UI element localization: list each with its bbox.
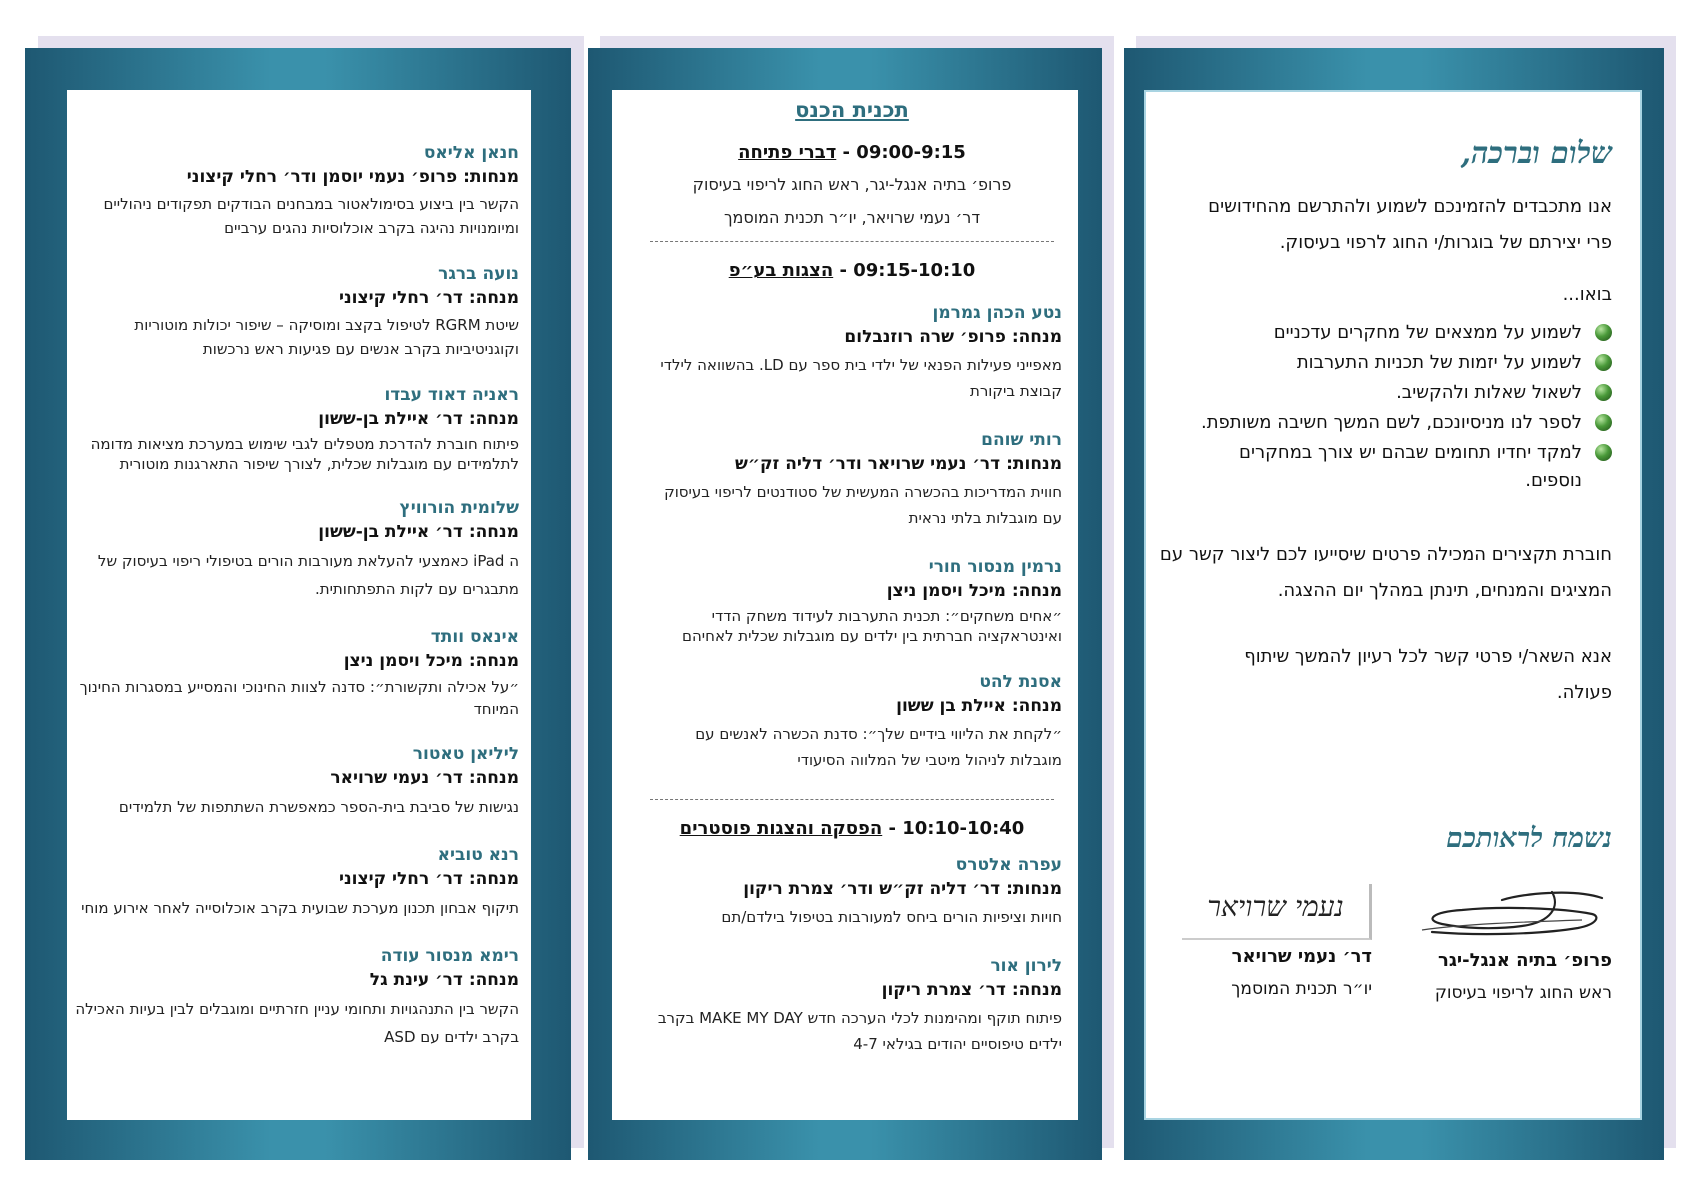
bullet-list (1158, 319, 1612, 495)
presenter-mentor: מנחה: דר׳ עינת גל (369, 970, 519, 990)
presenter-entry (75, 498, 519, 603)
presenter-description: חווית המדריכות בהכשרה המעשית של סטודנטים לריפוי בעיסוק עם מוגבלות בלתי נראית (664, 483, 1062, 527)
presenter-entry (642, 672, 1062, 773)
presenter-name: ליליאן טאטור (412, 744, 519, 764)
bullet-item: לשאול שאלות ולהקשיב. (1186, 379, 1612, 407)
program-title: תכנית הכנס (795, 98, 909, 122)
presenter-description: הקשר בין ביצוע בסימולאטור במבחנים הבודקים תפקודים ניהוליים ומיומנויות נהיגה בקרב אוכלוסיות נהגים ערביים (103, 195, 519, 237)
presenter-name: רנא טוביא (437, 845, 519, 865)
bullet-item: לשמוע על ממצאים של מחקרים עדכניים (1186, 319, 1612, 347)
divider (650, 241, 1054, 242)
presenter-description: ״על אכילה ותקשורת״: סדנה לצוות החינוכי והמסייע במסגרות החינוך המיוחד (79, 678, 519, 718)
presenter-mentor: מנחה: פרופ׳ שרה רוזנבלום (844, 327, 1062, 347)
presenter-description: ״אחים משחקים״: תכנית התערבות לעידוד משחק הדדי ואינטראקציה חברתית בין ילדים עם מוגבלות שכלית לאחיהם (682, 607, 1062, 645)
presenter-name: ראניה דאוד עבדו (384, 385, 519, 405)
presenter-entry (75, 744, 519, 821)
presenter-description: תיקוף אבחון תכנון מערכת שבועית בקרב אוכלוסייה לאחר אירוע מוחי (81, 899, 519, 917)
right-panel (1124, 48, 1664, 1160)
presenter-name: לירון אור (990, 956, 1062, 976)
right-panel-content (1144, 90, 1642, 1120)
presenter-name: שלומית הורוויץ (399, 498, 519, 518)
presenter-entry (642, 430, 1062, 531)
presenter-description: חויות וציפיות הורים ביחס למעורבות בטיפול בילדם/תם (721, 908, 1062, 926)
middle-panel-content (612, 90, 1078, 1120)
presenter-entry (642, 303, 1062, 404)
closing-text: נשמח לראותכם (1446, 823, 1612, 854)
presenter-description: פיתוח תוקף ומהימנות לכלי הערכה חדש MAKE MY DAY בקרב ילדים טיפוסיים יהודים בגילאי 4-7 (657, 1009, 1062, 1053)
presenter-entry (75, 946, 519, 1051)
presenter-description: הקשר בין התנהגויות ותחומי עניין חזרתיים ומוגבלים לבין בעיות האכילה בקרב ילדים עם ASD (75, 1000, 519, 1046)
signatory-name: פרופ׳ בתיה אנגל-יגר (1438, 950, 1612, 971)
signature-block (1402, 884, 1612, 1003)
presenter-mentor: מנחה: מיכל ויסמן ניצן (886, 581, 1062, 601)
left-panel-content (67, 90, 531, 1120)
contact-text: אנא השאר/י פרטי קשר לכל רעיון להמשך שיתוף פעולה. (1244, 646, 1612, 703)
session-time: 10:10-10:40 - (882, 818, 1025, 839)
presenter-mentor: מנחות: פרופ׳ נעמי יוסמן ודר׳ רחלי קיצוני (186, 167, 519, 187)
session-name: הפסקה והצגות פוסטרים (679, 818, 883, 839)
booklet-text: חוברת תקצירים המכילה פרטים שיסייעו לכם ליצור קשר עם המציגים והמנחים, תינתן במהלך יום ההצגה. (1159, 544, 1612, 601)
session-time: 09:15-10:10 - (833, 260, 976, 281)
presenter-mentor: מנחה: דר׳ רחלי קיצוני (338, 288, 519, 308)
presenter-description: פיתוח חוברת להדרכת מטפלים לגבי שימוש במערכת מציאות מדומה לתלמידים עם מוגבלות שכלית, לצורך שיפור התארגנות מוטורית (90, 435, 519, 473)
session-posters (642, 818, 1062, 839)
presenter-entry (642, 855, 1062, 930)
presenter-name: רימא מנסור עודה (380, 946, 519, 966)
presenter-description: ה iPad כאמצעי להעלאת מעורבות הורים בטיפולי ריפוי בעיסוק של מתבגרים עם לקות התפתחותית. (97, 552, 519, 598)
opening-speaker: דר׳ נעמי שרויאר, יו״ר תכנית המוסמך (723, 208, 981, 227)
presenter-description: מאפייני פעילות הפנאי של ילדי בית ספר עם LD. בהשוואה לילדי קבוצת ביקורת (660, 356, 1062, 400)
come-text: בואו... (1562, 284, 1612, 305)
presenter-entry (642, 956, 1062, 1057)
presenter-description: שיטת RGRM לטיפול בקצב ומוסיקה – שיפור יכולות מוטוריות וקוגניטיביות בקרב אנשים עם פגיעות ראש נרכשות (134, 316, 519, 358)
handwritten-signature: נעמי שרויאר (1182, 884, 1372, 940)
divider (650, 799, 1054, 800)
presenter-name: אינאס וותד (430, 627, 519, 647)
bullet-item: לספר לנו מניסיונכם, לשם המשך חשיבה משותפת. (1186, 409, 1612, 437)
presenter-mentor: מנחות: דר׳ נעמי שרויאר ודר׳ דליה זק״ש (735, 454, 1062, 474)
presenter-name: אסנת להט (979, 672, 1062, 692)
session-name: הצגות בע״פ (728, 260, 834, 281)
presenter-mentor: מנחה: מיכל ויסמן ניצן (343, 651, 519, 671)
presenter-description: נגישות של סביבת בית-הספר כמאפשרת השתתפות של תלמידים (118, 798, 519, 816)
session-opening (642, 142, 1062, 163)
middle-panel (588, 48, 1102, 1160)
session-time: 09:00-9:15 - (836, 142, 966, 163)
presenter-entry (75, 385, 519, 474)
presenter-mentor: מנחה: דר׳ נעמי שרויאר (330, 768, 519, 788)
presenter-entry (75, 143, 519, 240)
green-bullet-icon (1595, 444, 1612, 461)
intro-text: אנו מתכבדים להזמינכם לשמוע ולהתרשם מהחידושים פרי יצירתם של בוגרות/י החוג לרפוי בעיסוק. (1208, 196, 1612, 253)
signatory-role: ראש החוג לריפוי בעיסוק (1434, 983, 1612, 1003)
presenter-entry (75, 627, 519, 720)
presenter-name: נרמין מנסור חורי (928, 557, 1062, 577)
green-bullet-icon (1595, 324, 1612, 341)
presenter-entry (75, 845, 519, 922)
presenter-name: נטע הכהן גמרמן (932, 303, 1062, 323)
signature-scribble-icon (1402, 884, 1612, 946)
session-name: דברי פתיחה (738, 142, 837, 163)
presenter-mentor: מנחה: איילת בן ששון (896, 696, 1062, 716)
signatures (1158, 884, 1612, 1034)
presenter-name: נועה ברגר (438, 264, 519, 284)
green-bullet-icon (1595, 354, 1612, 371)
presenter-entry (75, 264, 519, 361)
left-panel (25, 48, 571, 1160)
presenter-entry (642, 557, 1062, 646)
signature-block (1182, 884, 1372, 999)
signatory-role: יו״ר תכנית המוסמך (1231, 979, 1372, 999)
session-oral (642, 260, 1062, 281)
presenter-name: עפרה אלטרס (955, 855, 1062, 875)
signatory-name: דר׳ נעמי שרויאר (1231, 946, 1372, 967)
green-bullet-icon (1595, 414, 1612, 431)
bullet-item: למקד יחדיו תחומים שבהם יש צורך במחקרים נוספים. (1186, 439, 1612, 495)
presenter-mentor: מנחות: דר׳ דליה זק״ש ודר׳ צמרת ריקון (743, 879, 1062, 899)
greeting: שלום וברכה, (1460, 136, 1612, 171)
green-bullet-icon (1595, 384, 1612, 401)
presenter-mentor: מנחה: דר׳ צמרת ריקון (881, 980, 1062, 1000)
bullet-item: לשמוע על יזמות של תכניות התערבות (1186, 349, 1612, 377)
presenter-mentor: מנחה: דר׳ רחלי קיצוני (338, 869, 519, 889)
presenter-name: חנאן אליאס (423, 143, 519, 163)
presenter-name: רותי שוהם (981, 430, 1062, 450)
presenter-description: ״לקחת את הליווי בידיים שלך״: סדנת הכשרה לאנשים עם מוגבלות לניהול מיטבי של המלווה הסיעודי (695, 725, 1062, 769)
presenter-mentor: מנחה: דר׳ איילת בן-ששון (318, 409, 519, 429)
presenter-mentor: מנחה: דר׳ איילת בן-ששון (318, 522, 519, 542)
opening-speaker: פרופ׳ בתיה אנגל-יגר, ראש החוג לריפוי בעיסוק (692, 175, 1012, 194)
